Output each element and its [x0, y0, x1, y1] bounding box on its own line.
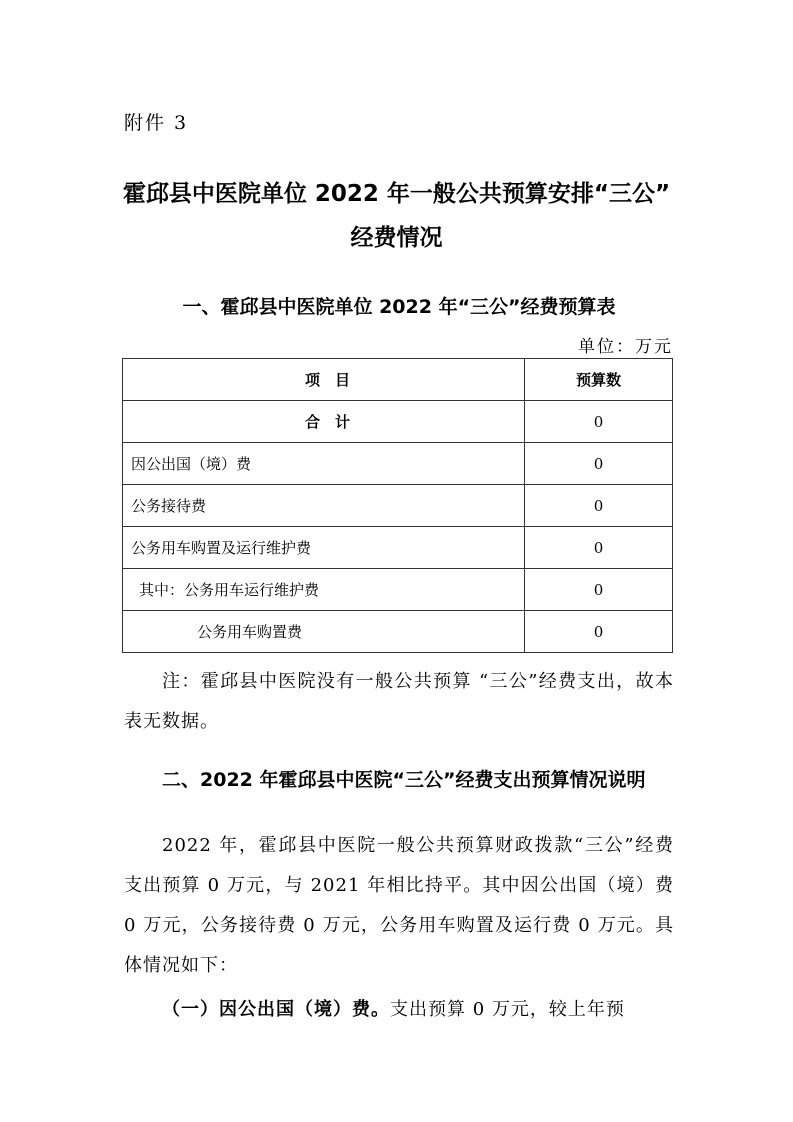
row-label: 公务接待费: [123, 485, 525, 527]
row-value: 0: [525, 569, 673, 611]
body-paragraph: 2022 年，霍邱县中医院一般公共预算财政拨款“三公”经费支出预算 0 万元，与 2021 年相比持平。其中因公出国（境）费 0 万元，公务接待费 0 万元，公务用车购置及运行费 0 万元。具体情况如下：: [124, 835, 674, 976]
section1-heading: 一、霍邱县中医院单位 2022 年“三公”经费预算表: [182, 296, 616, 318]
page-title-line-2: 经费情况: [350, 225, 443, 251]
row-label-total: 合 计: [123, 401, 525, 443]
row-value: 0: [525, 443, 673, 485]
row-value: 0: [525, 401, 673, 443]
row-label: 因公出国（境）费: [123, 443, 525, 485]
table-note: 注：霍邱县中医院没有一般公共预算 “三公”经费支出，故本表无数据。: [124, 671, 674, 732]
row-label: 公务用车购置及运行维护费: [123, 527, 525, 569]
unit-label: 单位：万元: [578, 337, 673, 357]
subsection-text: 支出预算 0 万元，较上年预: [390, 999, 625, 1020]
row-label: 其中：公务用车运行维护费: [123, 569, 525, 611]
row-value: 0: [525, 485, 673, 527]
row-label: 公务用车购置费: [123, 611, 525, 653]
table-header-row: [123, 359, 673, 401]
budget-table: [122, 358, 673, 653]
table-row: [123, 527, 673, 569]
table-row: [123, 569, 673, 611]
row-value: 0: [525, 611, 673, 653]
section2-heading: 二、2022 年霍邱县中医院“三公”经费支出预算情况说明: [162, 769, 646, 791]
table-row: [123, 485, 673, 527]
table-row: [123, 611, 673, 653]
table-row: [123, 401, 673, 443]
header-budget: 预算数: [525, 359, 673, 401]
page-title-line-1: 霍邱县中医院单位 2022 年一般公共预算安排“三公”: [122, 181, 671, 207]
row-value: 0: [525, 527, 673, 569]
table-row: [123, 443, 673, 485]
subsection-heading: （一）因公出国（境）费。: [162, 999, 390, 1020]
subsection-paragraph: [124, 990, 674, 1030]
attachment-label: 附件 3: [124, 112, 189, 134]
header-item: 项 目: [123, 359, 525, 401]
